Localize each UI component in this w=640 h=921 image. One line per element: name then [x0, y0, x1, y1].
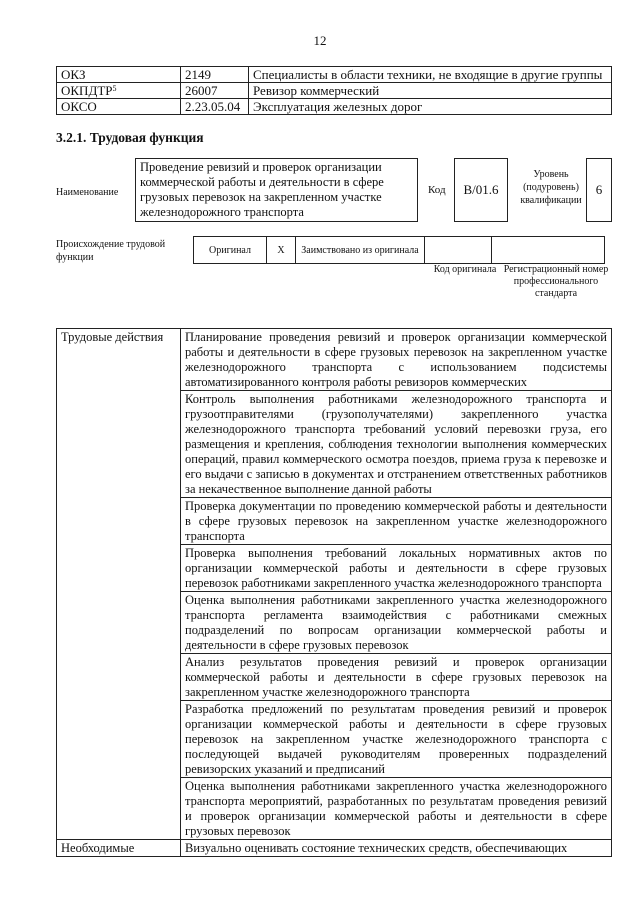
code-name: Специалисты в области техники, не входящие в другие группы — [249, 67, 612, 83]
labor-action-item: Контроль выполнения работниками железнодорожного транспорта и грузоотправителями (грузополучателями) закрепленного участка железнодорожного транспорта требований условий перевозки груза, его размещения и крепления, соблюдения технологии выполнения коммерческих операций, правил коммерческого осмотра поездов, приема груза к перевозке и его выдачи с записью в документах и отстранением ответственных работников за некачественное выполнение данной работы — [181, 391, 612, 498]
labor-action-item: Оценка выполнения работниками закрепленного участка железнодорожного транспорта мероприятий, разработанных по результатам проведения ревизий и проверок организации коммерческой работы и деятельности в сфере грузовых перевозок — [181, 778, 612, 840]
function-code-label: Код — [428, 184, 446, 196]
table-row — [57, 67, 612, 83]
origin-code-cell — [425, 237, 492, 264]
code-value: 2.23.05.04 — [181, 99, 249, 115]
footnote-mark: 5 — [112, 84, 117, 93]
table-row — [57, 99, 612, 115]
labor-action-item: Проверка документации по проведению коммерческой работы и деятельности в сфере грузовых перевозок на закрепленном участке железнодорожного транспорта — [181, 498, 612, 545]
origin-original: Оригинал — [194, 237, 267, 264]
labor-action-item: Проверка выполнения требований локальных нормативных актов по организации коммерческой работы и деятельности в сфере грузовых перевозок работниками закрепленного участка железнодорожного транспорта — [181, 545, 612, 592]
labor-action-item: Разработка предложений по результатам проведения ревизий и проверок организации коммерческой работы и деятельности в сфере грузовых перевозок на закрепленном участке железнодорожного транспорта с последующей выдачей руководителям проверенных подразделений ревизорских указаний и предписаний — [181, 701, 612, 778]
section-title: 3.2.1. Трудовая функция — [56, 130, 204, 145]
labor-action-item: Анализ результатов проведения ревизий и проверок организации коммерческой работы и деятельности в сфере грузовых перевозок на закрепленном участке железнодорожного транспорта — [181, 654, 612, 701]
code-value: 26007 — [181, 83, 249, 99]
origin-code-caption: Код оригинала — [433, 264, 497, 275]
table-row — [194, 237, 605, 264]
code-name: Ревизор коммерческий — [249, 83, 612, 99]
classifier-codes-table — [56, 66, 612, 115]
table-row — [57, 329, 612, 391]
labor-action-item: Планирование проведения ревизий и проверок организации коммерческой работы и деятельности в сфере грузовых перевозок на закрепленном участке железнодорожного транспорта с использованием подсистемы автоматизированного контроля работы ревизоров коммерческих — [181, 329, 612, 391]
table-row — [57, 83, 612, 99]
function-name-label: Наименование — [56, 187, 119, 198]
labor-actions-table — [56, 328, 612, 857]
labor-actions-label: Трудовые действия — [57, 329, 181, 840]
origin-table — [193, 236, 605, 264]
origin-label: Происхождение трудовой функции — [56, 239, 166, 263]
qualification-level-label: Уровень (подуровень) квалификации — [520, 169, 582, 206]
origin-mark: X — [267, 237, 296, 264]
function-code: B/01.6 — [454, 158, 508, 222]
code-name: Эксплуатация железных дорог — [249, 99, 612, 115]
code-label — [57, 83, 181, 99]
origin-reg-caption: Регистрационный номер профессионального стандарта — [503, 264, 609, 299]
labor-action-item: Оценка выполнения работниками закрепленного участка железнодорожного транспорта регламента взаимодействия с работниками смежных подразделений по вопросам организации коммерческой работы и деятельности в сфере грузовых перевозок — [181, 592, 612, 654]
page-number: 12 — [313, 33, 327, 48]
function-name: Проведение ревизий и проверок организации коммерческой работы и деятельности в сфере грузовых перевозок на закрепленном участке железнодорожного транспорта — [135, 158, 418, 222]
origin-reg-cell — [492, 237, 605, 264]
code-label: ОКЗ — [57, 67, 181, 83]
origin-borrowed: Заимствовано из оригинала — [296, 237, 425, 264]
required-skill-item: Визуально оценивать состояние технических средств, обеспечивающих — [181, 840, 612, 857]
qualification-level: 6 — [586, 158, 612, 222]
code-value: 2149 — [181, 67, 249, 83]
code-label-text: ОКПДТР — [61, 83, 113, 98]
code-label: ОКСО — [57, 99, 181, 115]
required-skills-label: Необходимые — [57, 840, 181, 857]
table-row — [57, 840, 612, 857]
